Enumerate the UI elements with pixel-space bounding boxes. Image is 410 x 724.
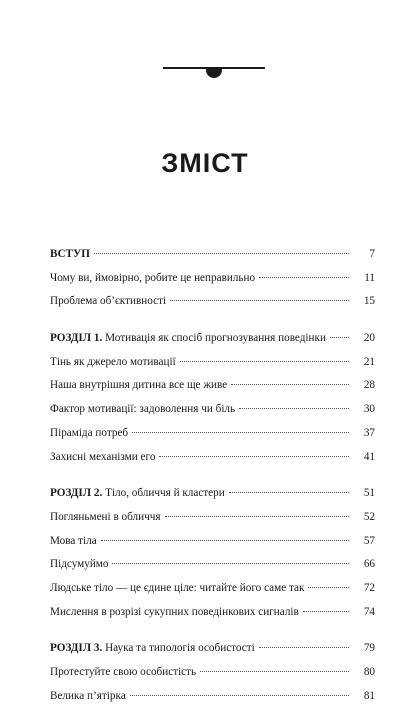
toc-section [50,485,375,627]
toc-entry-title: Протестуйте свою особистість [50,666,197,678]
toc-section [50,330,375,472]
toc-page-number: 74 [363,605,375,618]
toc-page-number: 51 [363,487,375,500]
toc-entry-title-bold: РОЗДІЛ 3. [50,642,103,655]
toc-dot-leader [330,337,349,338]
toc-dot-leader [200,671,349,672]
toc-entry[interactable] [50,533,375,557]
toc-dot-leader [112,563,349,564]
toc-dot-leader [231,384,349,385]
toc-entry-title: Наша внутрішня дитина все ще живе [50,379,228,392]
toc-entry-title: Захисні механізми его [50,450,156,463]
toc-entry-title: РОЗДІЛ 2. Тіло, обличчя й кластери [50,487,225,500]
toc-page-number: 15 [363,295,375,308]
toc-dot-leader [170,300,349,301]
toc-entry-title: Проблема об’єктивності [50,295,167,308]
toc-dot-leader [165,516,349,517]
toc-entry[interactable] [50,485,375,509]
toc-page-number: 72 [363,581,375,594]
toc-entry-title: Велика п’ятірка [50,689,126,702]
toc-dot-leader [130,695,349,696]
toc-dot-leader [259,277,349,278]
toc-entry[interactable] [50,425,375,449]
toc-entry[interactable] [50,449,375,473]
ornament-dot [206,62,222,78]
toc-entry[interactable] [50,509,375,533]
toc-page-number: 30 [363,403,375,416]
toc-entry[interactable] [50,664,375,688]
toc-entry[interactable] [50,354,375,378]
toc-entry[interactable] [50,293,375,317]
toc-page-number: 21 [363,355,375,368]
toc-page-number: 57 [363,534,375,547]
toc-page-number: 7 [369,248,375,260]
toc-entry[interactable] [50,377,375,401]
toc-entry[interactable] [50,246,375,270]
toc-entry[interactable] [50,330,375,354]
toc-page-number: 37 [363,426,375,439]
toc-entry-title-bold: ВСТУП [50,248,90,260]
toc-section [50,640,375,711]
title-ornament [163,67,265,81]
toc-dot-leader [308,587,349,588]
toc-entry-title [50,246,90,262]
toc-page-number: 41 [363,450,375,463]
toc-entry-title: Чому ви, ймовірно, робите це неправильно [50,271,256,284]
toc-dot-leader [101,540,349,541]
toc-entry-title: Підсумуймо [50,558,109,571]
toc-entry-title: Погляньмені в обличчя [50,510,161,523]
toc-entry[interactable] [50,688,375,712]
toc-entry-title-bold: РОЗДІЛ 2. [50,487,103,500]
toc-entry-title: РОЗДІЛ 1. Мотивація як спосіб прогнозування поведінки [50,332,326,345]
toc-dot-leader [159,456,349,457]
toc-entry-title: Піраміда потреб [50,426,129,439]
toc-entry-title-bold: РОЗДІЛ 1. [50,332,103,345]
toc-page-number: 11 [364,271,375,284]
toc-page-number: 52 [363,510,375,523]
toc-entry-title: Фактор мотивації: задоволення чи біль [50,403,236,416]
toc-page-number: 20 [363,332,375,345]
toc-entry[interactable] [50,556,375,580]
toc-entry-title: Тінь як джерело мотивації [50,355,176,368]
page-title: ЗМІСТ [161,148,249,178]
toc-page-number: 81 [363,689,375,702]
toc-dot-leader [303,611,349,612]
toc-dot-leader [239,408,349,409]
table-of-contents [50,246,375,724]
toc-dot-leader [229,492,349,493]
toc-entry[interactable] [50,270,375,294]
toc-entry-title: Мислення в розрізі сукупних поведінкових сигналів [50,605,299,618]
toc-entry-title: Мова тіла [50,534,97,547]
toc-entry-title: Людське тіло — це єдине ціле: читайте його саме так [50,581,305,594]
toc-page-number: 79 [363,642,375,655]
toc-section [50,246,375,317]
toc-entry-title: РОЗДІЛ 3. Наука та типологія особистості [50,642,255,655]
toc-page-number: 80 [363,666,375,678]
toc-entry[interactable] [50,604,375,628]
toc-page-number: 28 [363,379,375,392]
toc-entry[interactable] [50,580,375,604]
toc-page-number: 66 [363,558,375,571]
toc-dot-leader [259,647,349,648]
toc-entry[interactable] [50,401,375,425]
toc-dot-leader [94,253,349,254]
toc-dot-leader [180,361,349,362]
toc-dot-leader [132,432,349,433]
